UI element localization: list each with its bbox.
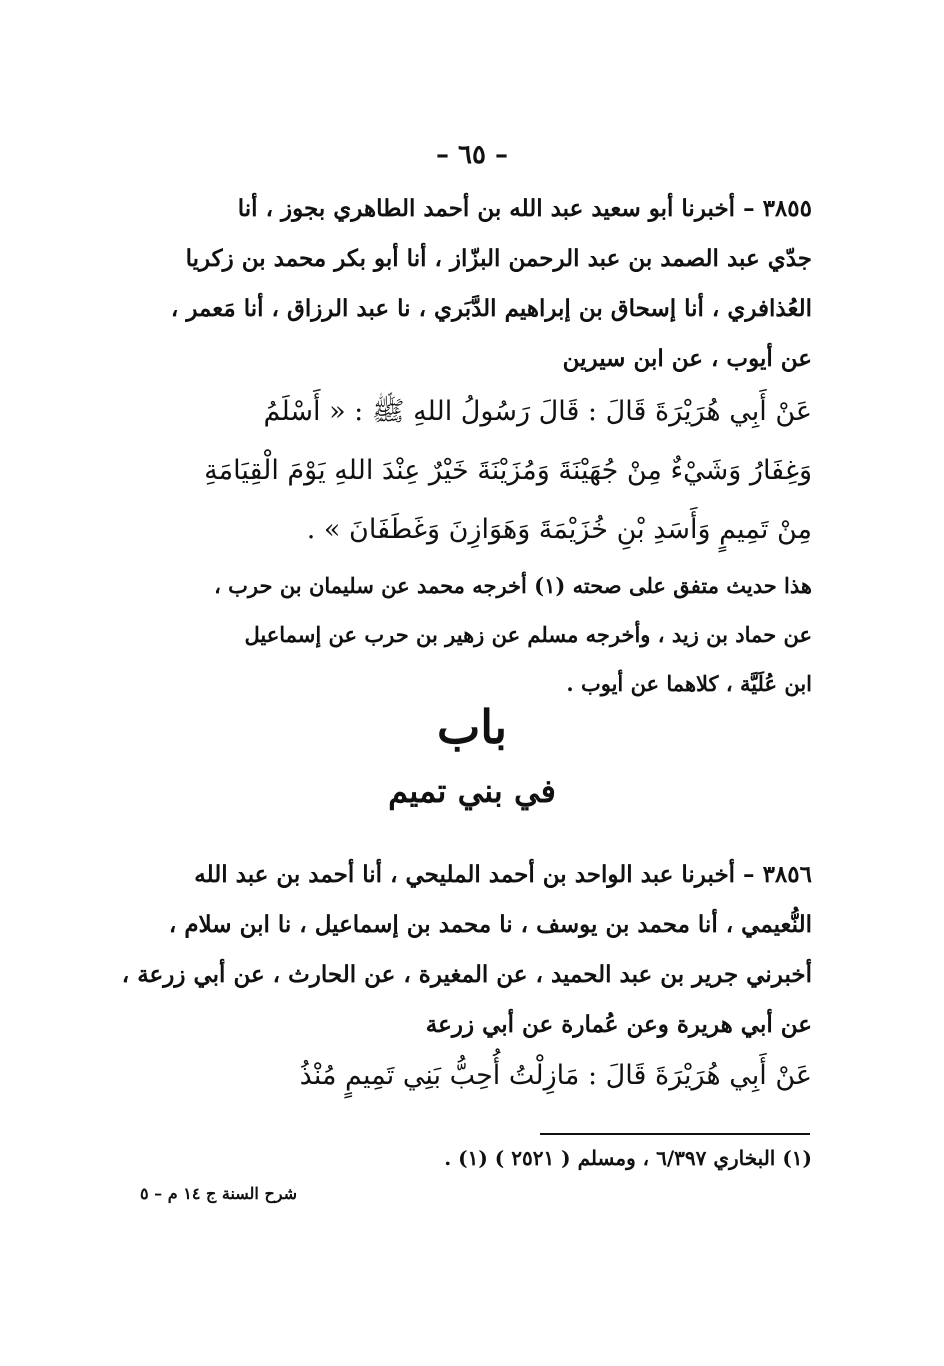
matn-line: عَنْ أَبِي هُرَيْرَةَ قَالَ : مَازِلْتُ أُحِبُّ بَنِي تَمِيمٍ مُنْذُ: [299, 1060, 812, 1091]
hadith-3856-matn: [140, 1046, 812, 1105]
isnad-line: ٣٨٥٥ – أخبرنا أبو سعيد عبد الله بن أحمد الطاهري بجوز ، أنا: [237, 195, 812, 222]
commentary-line: ابن عُلَيَّة ، كلاهما عن أيوب .: [566, 671, 812, 696]
hadith-3855-matn: [140, 382, 812, 559]
hadith-3856-isnad: [121, 850, 812, 1050]
page-number: – ٦٥ –: [435, 140, 509, 170]
matn-line: وَغِفَارُ وَشَيْءٌ مِنْ جُهَيْنَةَ وَمُزَيْنَةَ خَيْرٌ عِنْدَ اللهِ يَوْمَ الْقِيَامَةِ: [204, 455, 812, 486]
isnad-line: أخبرني جرير بن عبد الحميد ، عن المغيرة ، عن الحارث ، عن أبي زرعة ،: [121, 961, 812, 988]
isnad-line: ٣٨٥٦ – أخبرنا عبد الواحد بن أحمد المليحي ، أنا أحمد بن عبد الله: [194, 861, 812, 888]
hadith-3855-isnad: [140, 184, 812, 384]
hadith-3855-commentary: [140, 561, 812, 708]
signature-mark: شرح السنة ج ١٤ م – ٥: [140, 1184, 298, 1203]
matn-line: عَنْ أَبِي هُرَيْرَةَ قَالَ : قَالَ رَسُولُ اللهِ ﷺ : « أَسْلَمُ: [263, 396, 812, 427]
isnad-line: عن أيوب ، عن ابن سيرين: [562, 345, 812, 372]
isnad-line: العُذافري ، أنا إسحاق بن إبراهيم الدَّبَري ، نا عبد الرزاق ، أنا مَعمر ،: [170, 295, 812, 322]
commentary-line: هذا حديث متفق على صحته (١) أخرجه محمد عن سليمان بن حرب ،: [214, 573, 812, 598]
commentary-line: عن حماد بن زيد ، وأخرجه مسلم عن زهير بن حرب عن إسماعيل: [244, 622, 812, 647]
footnote-separator: [540, 1133, 810, 1135]
chapter-title: باب: [436, 700, 508, 754]
isnad-line: عن أبي هريرة وعن عُمارة عن أبي زرعة: [425, 1011, 812, 1038]
footnote: (١) البخاري ٦/٣٩٧ ، ومسلم ( ٢٥٢١ ) (١) .: [444, 1146, 812, 1170]
chapter-subtitle: في بني تميم: [388, 772, 556, 810]
matn-line: مِنْ تَمِيمٍ وَأَسَدِ بْنِ خُزَيْمَةَ وَهَوَازِنَ وَغَطَفَانَ » .: [306, 514, 812, 545]
isnad-line: جدّي عبد الصمد بن عبد الرحمن البزّاز ، أنا أبو بكر محمد بن زكريا: [185, 245, 812, 272]
isnad-line: النُّعيمي ، أنا محمد بن يوسف ، نا محمد بن إسماعيل ، نا ابن سلام ،: [168, 911, 812, 938]
